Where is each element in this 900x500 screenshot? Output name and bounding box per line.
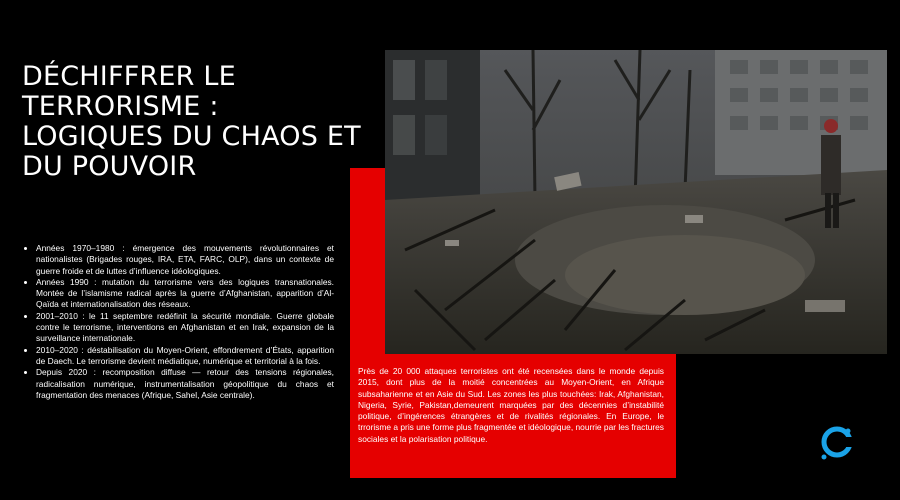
timeline-list — [22, 243, 334, 401]
page-title: DÉCHIFFRER LE TERRORISME : LOGIQUES DU CHAOS ET DU POUVOIR — [22, 61, 361, 182]
timeline-item: • 2001–2010 : le 11 septembre redéfinit la sécurité mondiale. Guerre globale contre le terrorisme, interventions en Afghanistan et en Irak, expansion de la surveillance internationale. — [36, 311, 334, 345]
c-logo-icon — [818, 424, 856, 462]
rubble-photo — [385, 50, 887, 354]
timeline-item: • 2010–2020 : déstabilisation du Moyen-Orient, effondrement d’États, apparition de Daech. Le terrorisme devient médiatique, numérique et territorial à la fois. — [36, 345, 334, 368]
statistics-summary: Près de 20 000 attaques terroristes ont été recensées dans le monde depuis 2015, dont plus de la moitié concentrées au Moyen-Orient, en Afrique subsaharienne et en Asie du Sud. Les zones les plus touchées: Irak, Afghanistan, Nigeria, Syrie, Pakistan,demeurent marquées par des décennies d’instabilité politique, d’ingérences étrangères et de rivalités régionales. En Europe, le trrorisme a pris une forme plus fragmentée et idéologique, nourrie par les fractures sociales et la polarisation politique. — [358, 366, 664, 444]
timeline-item: • Depuis 2020 : recomposition diffuse — retour des tensions régionales, radicalisation numérique, instrumentalisation géopolitique du chaos et fragmentation des menaces (Afrique, Sahel, Asie centrale). — [36, 367, 334, 401]
timeline-item: • Années 1970–1980 : émergence des mouvements révolutionnaires et nationalistes (Brigades rouges, IRA, ETA, FARC, OLP), dans un contexte de guerre froide et de luttes d’influence idéologiques. — [36, 243, 334, 277]
timeline-item: • Années 1990 : mutation du terrorisme vers des logiques transnationales. Montée de l’islamisme radical après la guerre d’Afghanistan, apparition d’Al-Qaïda et internationalisation des réseaux. — [36, 277, 334, 311]
